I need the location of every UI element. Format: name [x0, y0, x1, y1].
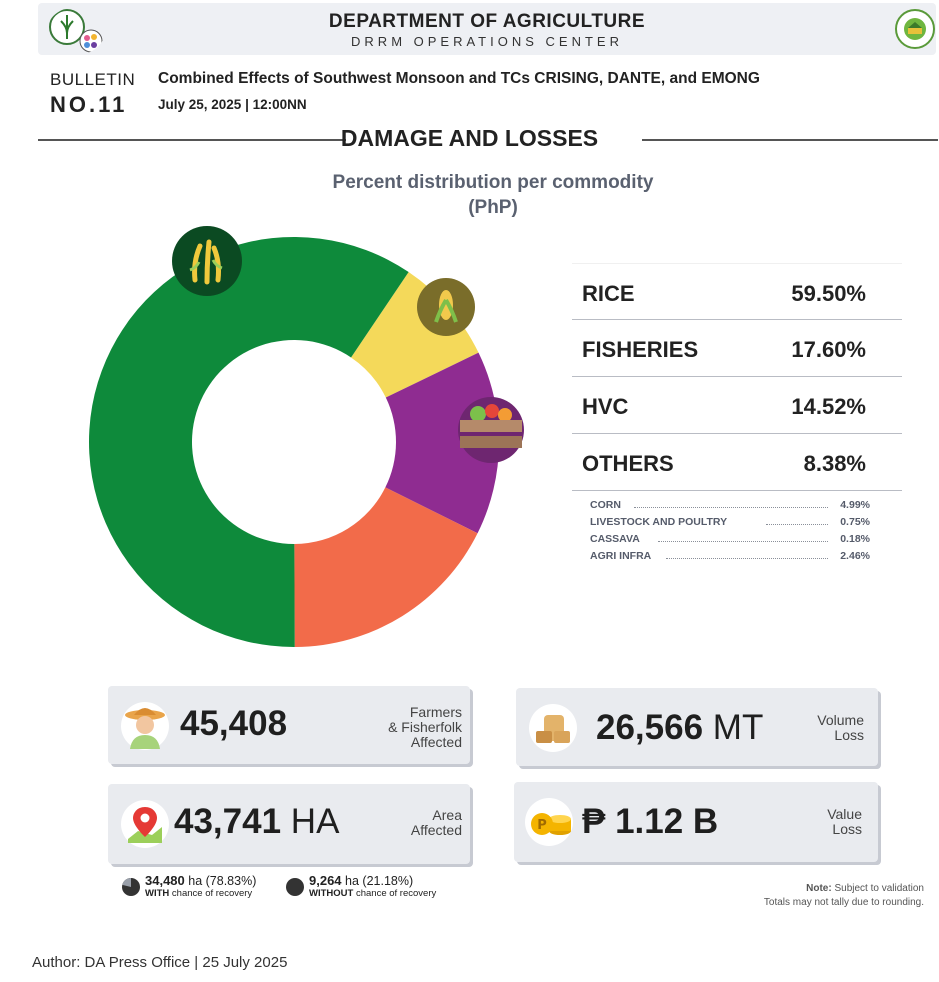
rice-icon: [172, 226, 242, 296]
breakdown-value: 2.46%: [840, 550, 870, 562]
bulletin-label: BULLETIN: [50, 70, 136, 89]
farmers-value: 45,408: [180, 704, 288, 743]
with-recovery-unit: ha: [188, 874, 203, 888]
farmers-label-line1: Farmers: [409, 704, 462, 720]
table-row-pct: 17.60%: [791, 337, 866, 362]
value-loss-value: ₱ 1.12 B: [582, 802, 719, 841]
without-recovery-pct: (21.18%): [362, 874, 414, 888]
farmers-label-line3: Affected: [410, 734, 462, 750]
table-row-hvc: [572, 377, 902, 434]
farmers-affected-card: [108, 686, 470, 764]
area-unit: HA: [290, 802, 340, 841]
breakdown-label: AGRI INFRA: [590, 550, 652, 562]
table-row-fisheries: [572, 320, 902, 377]
with-recovery-pct: (78.83%): [205, 874, 257, 888]
bulletin-date: July 25, 2025 | 12:00NN: [158, 97, 307, 112]
without-recovery-bold: WITHOUT: [309, 888, 354, 899]
commodity-table: [572, 263, 902, 491]
bulletin-number: NO.11: [50, 92, 128, 117]
without-recovery-rest: chance of recovery: [355, 888, 437, 899]
table-row-pct: 14.52%: [791, 394, 866, 419]
without-recovery-value: 9,264: [309, 873, 342, 888]
with-recovery-bold: WITH: [145, 888, 170, 899]
farmers-label-line2: & Fisherfolk: [388, 719, 462, 735]
leader-dots: [666, 558, 828, 559]
farmers-label: [388, 705, 462, 750]
breakdown-label: LIVESTOCK AND POULTRY: [590, 516, 728, 528]
area-value-text: [174, 802, 339, 842]
without-recovery-unit: ha: [345, 874, 359, 888]
area-affected-card: [108, 784, 470, 864]
farmer-icon: [120, 701, 170, 751]
department-title: DEPARTMENT OF AGRICULTURE: [328, 11, 646, 32]
area-value: 43,741: [174, 802, 282, 841]
table-row-name: OTHERS: [582, 451, 674, 476]
area-label: [411, 808, 462, 838]
coins-icon: [524, 797, 576, 847]
chart-title-line1: Percent distribution per commodity: [332, 172, 654, 193]
value-loss-card: [514, 782, 878, 862]
value-loss-label-line1: Value: [827, 806, 862, 822]
grain-sack-icon: [528, 703, 578, 753]
volume-loss-card: [516, 688, 878, 766]
value-loss-label-line2: Loss: [832, 821, 862, 837]
volume-value-text: [596, 708, 763, 748]
department-subtitle: DRRM OPERATIONS CENTER: [351, 34, 623, 49]
breakdown-value: 0.75%: [840, 516, 870, 528]
volume-unit: MT: [712, 708, 764, 747]
volume-label-line2: Loss: [834, 727, 864, 743]
breakdown-row: [590, 550, 870, 567]
svg-text:P: P: [537, 818, 547, 833]
map-pin-icon: [120, 799, 170, 849]
value-loss-label: [827, 807, 862, 837]
note-line1: Subject to validation: [834, 883, 924, 894]
with-recovery-pie-icon: [121, 877, 141, 897]
area-label-line1: Area: [432, 807, 462, 823]
table-row-name: HVC: [582, 394, 629, 419]
bulletin-title: Combined Effects of Southwest Monsoon and TCs CRISING, DANTE, and EMONG: [158, 70, 760, 87]
table-row-pct: 59.50%: [791, 281, 866, 306]
table-row-name: RICE: [582, 281, 635, 306]
table-row-name: FISHERIES: [582, 337, 699, 362]
author-credit: Author: DA Press Office | 25 July 2025: [32, 954, 288, 971]
vegetables-crate-icon: [458, 397, 524, 463]
without-recovery-text: [309, 873, 436, 899]
note: [764, 882, 924, 910]
note-bold: Note:: [806, 883, 832, 894]
table-row-pct: 8.38%: [803, 451, 866, 476]
breakdown-row: [590, 499, 870, 516]
area-label-line2: Affected: [410, 822, 462, 838]
note-line2: Totals may not tally due to rounding.: [763, 897, 924, 908]
table-row-rice: [572, 263, 902, 320]
chart-title-line2: (PhP): [468, 197, 518, 218]
breakdown-row: [590, 533, 870, 550]
breakdown-label: CORN: [590, 499, 621, 511]
with-recovery-value: 34,480: [145, 873, 185, 888]
breakdown-value: 4.99%: [840, 499, 870, 511]
leader-dots: [766, 524, 828, 525]
breakdown-row: [590, 516, 870, 533]
without-recovery-pie-icon: [285, 877, 305, 897]
breakdown-label: CASSAVA: [590, 533, 640, 545]
volume-value: 26,566: [596, 708, 704, 747]
breakdown-value: 0.18%: [840, 533, 870, 545]
others-breakdown: [590, 499, 870, 567]
with-recovery-text: [145, 873, 256, 899]
section-title: DAMAGE AND LOSSES: [340, 125, 599, 151]
corn-icon: [417, 278, 475, 336]
volume-label-line1: Volume: [817, 712, 864, 728]
leader-dots: [634, 507, 828, 508]
leader-dots: [658, 541, 828, 542]
volume-label: [817, 713, 864, 743]
table-row-others: [572, 434, 902, 491]
with-recovery-rest: chance of recovery: [171, 888, 253, 899]
